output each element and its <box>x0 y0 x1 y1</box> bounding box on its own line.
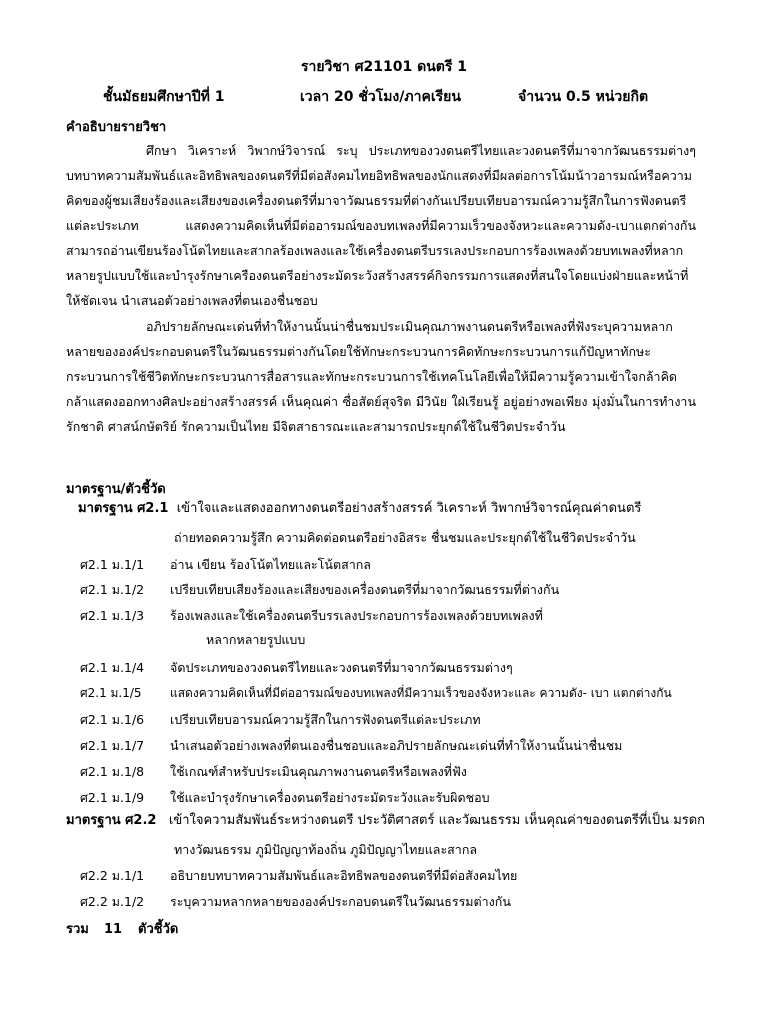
indicator-code: ศ2.1 ม.1/9 <box>80 790 145 805</box>
course-title: รายวิชา ศ21101 ดนตรี 1 <box>300 59 468 75</box>
standard-2-1-label: มาตรฐาน ศ2.1 <box>78 501 169 516</box>
indicator-text: อธิบายบทบาทความสัมพันธ์และอิทธิพลของดนตรีที่มีต่อสังคมไทย <box>170 868 518 883</box>
indicator-row <box>80 606 543 626</box>
indicator-code: ศ2.1 ม.1/2 <box>80 582 145 597</box>
indicator-text: อ่าน เขียน ร้องโน้ตไทยและโน้ตสากล <box>170 557 371 572</box>
standard-2-1-header <box>78 496 641 522</box>
standard-2-2-header <box>66 808 705 834</box>
course-hours: เวลา 20 ชั่วโมง/ภาคเรียน <box>300 89 461 105</box>
indicator-code: ศ2.1 ม.1/3 <box>80 608 145 623</box>
indicator-code: ศ2.1 ม.1/4 <box>80 660 145 675</box>
indicator-row <box>80 580 559 600</box>
total-label: รวม <box>66 922 89 937</box>
description-paragraph-1: ศึกษา วิเคราะห์ วิพากษ์วิจารณ์ ระบุ ประเภทของวงดนตรีไทยและวงดนตรีที่มาจากวัฒนธรรมต่างๆ บทบาทความสัมพันธ์และอิทธิพลของดนตรีที่มีต่อสังคมไทยอิทธิพลของนักแสดงที่มีผลต่อการโน้มน้าวอารมณ์หรือความคิดของผู้ชมเสียงร้องและเสียงของเครื่องดนตรีที่มาจาวัฒนธรรมที่ต่างกันเปรียบเทียบอารมณ์ความรู้สึกในการฟังดนตรีแต่ละประเภท แสดงความคิดเห็นที่มีต่ออารมณ์ของบทเพลงที่มีความเร็วของจังหวะและความดัง-เบาแตกต่างกัน สามารถอ่านเขียนร้องโน้ตไทยและสากลร้องเพลงและใช้เครื่องดนตรีบรรเลงประกอบการร้องเพลงด้วยบทเพลงที่หลากหลายรูปแบบใช้และบำรุงรักษาเครืองดนตรีอย่างระมัดระวังสร้างสรรค์กิจกรรมการแสดงที่สนใจโดยแบ่งฝ่ายและหน้าที่ให้ชัดเจน นำเสนอตัวอย่างเพลงที่ตนเองชื่นชอบ <box>66 143 696 308</box>
indicator-code: ศ2.1 ม.1/8 <box>80 764 145 779</box>
indicator-text: เปรียบเทียบอารมณ์ความรู้สึกในการฟังดนตรีแต่ละประเภท <box>170 712 481 727</box>
indicator-text: ใช้เกณฑ์สำหรับประเมินคุณภาพงานดนตรีหรือเพลงที่ฟัง <box>170 764 467 779</box>
indicator-continuation: หลากหลายรูปแบบ <box>206 632 306 647</box>
indicator-text: ใช้และบำรุงรักษาเครื่องดนตรีอย่างระมัดระวังและรับผิดชอบ <box>170 790 490 805</box>
indicator-text: ระบุความหลากหลายขององค์ประกอบดนตรีในวัฒนธรรมต่างกัน <box>170 894 511 909</box>
course-credit: จำนวน 0.5 หน่วยกิต <box>518 89 649 105</box>
indicator-code: ศ2.1 ม.1/5 <box>80 686 142 700</box>
standard-2-2-label: มาตรฐาน ศ2.2 <box>66 813 157 828</box>
total-unit: ตัวชี้วัด <box>138 922 179 937</box>
indicator-text: เปรียบเทียบเสียงร้องและเสียงของเครื่องดนตรีที่มาจากวัฒนธรรมที่ต่างกัน <box>170 582 560 597</box>
total-count: 11 <box>104 922 123 937</box>
standard-2-2-text: เข้าใจความสัมพันธ์ระหว่างดนตรี ประวัติศาสตร์ และวัฒนธรรม เห็นคุณค่าของดนตรีที่เป็น มรดก <box>168 813 706 828</box>
description-heading: คำอธิบายรายวิชา <box>66 120 167 135</box>
indicator-code: ศ2.1 ม.1/6 <box>80 712 145 727</box>
indicator-text: แสดงความคิดเห็นที่มีต่ออารมณ์ของบทเพลงที่มีความเร็วของจังหวะและ ความดัง- เบา แตกต่างกัน <box>170 686 672 700</box>
indicator-code: ศ2.2 ม.1/2 <box>80 894 145 909</box>
indicator-text: นำเสนอตัวอย่างเพลงที่ตนเองชื่นชอบและอภิปรายลักษณะเด่นที่ทำให้งานนั้นน่าชื่นชม <box>170 738 623 753</box>
standards-heading: มาตรฐาน/ตัวชี้วัด <box>66 482 166 497</box>
indicator-row <box>80 658 513 678</box>
indicator-code: ศ2.2 ม.1/1 <box>80 868 145 883</box>
indicator-total <box>66 918 178 939</box>
indicator-text: จัดประเภทของวงดนตรีไทยและวงดนตรีที่มาจากวัฒนธรรมต่างๆ <box>170 660 513 675</box>
standard-2-1-text: เข้าใจและแสดงออกทางดนตรีอย่างสร้างสรรค์ วิเคราะห์ วิพากษ์วิจารณ์คุณค่าดนตรี <box>176 501 642 516</box>
standard-2-1-continuation: ถ่ายทอดความรู้สึก ความคิดต่อดนตรีอย่างอิสระ ชื่นชมและประยุกต์ใช้ในชีวิตประจำวัน <box>174 530 636 545</box>
grade-level: ชั้นมัธยมศึกษาปีที่ 1 <box>103 89 225 105</box>
description-paragraph-2: อภิปรายลักษณะเด่นที่ทำให้งานนั้นน่าชื่นชมประเมินคุณภาพงานดนตรีหรือเพลงที่ฟังระบุความหลากหลายขององค์ประกอบดนตรีในวัฒนธรรมต่างกันโดยใช้ทักษะกระบวนการคิดทักษะกระบวนการแก้ปัญหาทักษะกระบวนการใช้ชีวิตทักษะกระบวนการสื่อสารและทักษะกระบวนการใช้เทคโนโลยีเพื่อให้มีความรู้ความเข้าใจกล้าคิดกล้าแสดงออกทางศิลปะอย่างสร้างสรรค์ เห็นคุณค่า ซื่อสัตย์สุจริต มีวินัย ใฝ่เรียนรู้ อยู่อย่างพอเพียง มุ่งมั่นในการทำงาน รักชาติ ศาสน์กษัตริย์ รักความเป็นไทย มีจิตสาธารณะและสามารถประยุกต์ใช้ในชีวิตประจำวัน <box>66 319 696 434</box>
standard-2-2-continuation: ทางวัฒนธรรม ภูมิปัญญาท้องถิ่น ภูมิปัญญาไทยและสากล <box>174 842 478 857</box>
indicator-text: ร้องเพลงและใช้เครื่องดนตรีบรรเลงประกอบการร้องเพลงด้วยบทเพลงที่ <box>170 608 543 623</box>
indicator-row <box>80 788 490 808</box>
indicator-row <box>80 555 371 575</box>
indicator-row <box>80 710 481 730</box>
indicator-row <box>80 892 511 912</box>
indicator-row <box>80 684 672 703</box>
indicator-row <box>80 736 622 756</box>
indicator-row <box>80 762 467 782</box>
indicator-code: ศ2.1 ม.1/1 <box>80 557 145 572</box>
indicator-row <box>80 866 517 886</box>
indicator-code: ศ2.1 ม.1/7 <box>80 738 145 753</box>
